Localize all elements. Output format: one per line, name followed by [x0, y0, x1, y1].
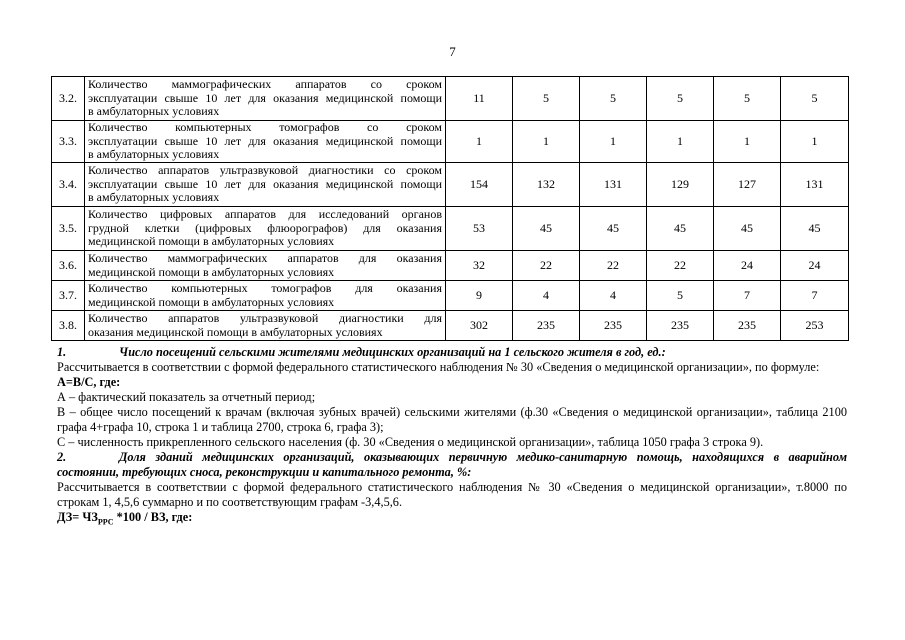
description-line: Количество компьютерных томографов со сроком — [88, 120, 442, 135]
value-cell: 53 — [446, 207, 513, 251]
value-cell: 1 — [446, 121, 513, 163]
description-line: медицинской помощи в амбулаторных условиях — [88, 234, 335, 249]
description-line: эксплуатации свыше 10 лет для оказания медицинской помощи — [88, 133, 442, 148]
row-description — [85, 251, 446, 281]
section-2-intro: Рассчитывается в соответствии с формой федерального статистического наблюдения № 30 «Сведения о медицинской организации», т.8000 по строкам 1, 4,5,6 суммарно и по соответствующим графам -3,4,5,6. — [57, 480, 847, 509]
value-cell: 5 — [714, 77, 781, 121]
row-description — [85, 163, 446, 207]
value-cell: 5 — [647, 77, 714, 121]
definition-b: В – общее число посещений к врачам (включая зубных врачей) сельскими жителями (ф.30 «Сведения о медицинской организации», таблица 2100 графа 4+графа 10, строка 1 и таблица 2700, строка 6, графа 3); — [57, 405, 847, 434]
row-number: 3.3. — [52, 121, 85, 163]
explanatory-text — [57, 345, 847, 529]
row-description — [85, 311, 446, 341]
section-1-title-text: Число посещений сельскими жителями медицинских организаций на 1 сельского жителя в год, ед.: — [119, 345, 666, 359]
description-line: оказания медицинской помощи в амбулаторных условиях — [88, 324, 383, 339]
value-cell: 22 — [513, 251, 580, 281]
description-line: в амбулаторных условиях — [88, 104, 220, 119]
value-cell: 235 — [580, 311, 647, 341]
value-cell: 131 — [781, 163, 849, 207]
value-cell: 235 — [714, 311, 781, 341]
section-1-number: 1. — [57, 345, 67, 359]
value-cell: 1 — [647, 121, 714, 163]
description-line: медицинской помощи в амбулаторных условиях — [88, 294, 335, 309]
description-line: в амбулаторных условиях — [88, 147, 220, 162]
value-cell: 4 — [580, 281, 647, 311]
formula-rest: *100 / ВЗ, где: — [113, 510, 193, 524]
description-line: грудной клетки (цифровых флюорографов) для оказания — [88, 220, 442, 235]
value-cell: 45 — [580, 207, 647, 251]
page-number: 7 — [449, 44, 456, 59]
section-2-formula — [57, 510, 847, 529]
description-line: Количество цифровых аппаратов для исследований органов — [88, 207, 442, 222]
value-cell: 127 — [714, 163, 781, 207]
table-row — [52, 121, 849, 163]
value-cell: 45 — [781, 207, 849, 251]
value-cell: 132 — [513, 163, 580, 207]
description-line: Количество маммографических аппаратов для оказания — [88, 251, 442, 265]
row-description — [85, 77, 446, 121]
row-description — [85, 121, 446, 163]
value-cell: 24 — [714, 251, 781, 281]
row-number: 3.2. — [52, 77, 85, 121]
value-cell: 22 — [647, 251, 714, 281]
row-number: 3.7. — [52, 281, 85, 311]
row-description — [85, 281, 446, 311]
value-cell: 11 — [446, 77, 513, 121]
row-description — [85, 207, 446, 251]
table-row — [52, 207, 849, 251]
value-cell: 129 — [647, 163, 714, 207]
value-cell: 253 — [781, 311, 849, 341]
section-2-number: 2. — [57, 450, 67, 464]
value-cell: 45 — [513, 207, 580, 251]
description-line: эксплуатации свыше 10 лет для оказания медицинской помощи — [88, 176, 442, 191]
value-cell: 154 — [446, 163, 513, 207]
value-cell: 45 — [647, 207, 714, 251]
value-cell: 7 — [781, 281, 849, 311]
value-cell: 1 — [714, 121, 781, 163]
value-cell: 235 — [513, 311, 580, 341]
row-number: 3.8. — [52, 311, 85, 341]
formula-main: ДЗ= ЧЗ — [57, 510, 98, 524]
value-cell: 1 — [513, 121, 580, 163]
section-1-formula: А=В/С, где: — [57, 375, 121, 389]
table-row — [52, 77, 849, 121]
row-number: 3.6. — [52, 251, 85, 281]
value-cell: 9 — [446, 281, 513, 311]
value-cell: 5 — [580, 77, 647, 121]
table-row — [52, 311, 849, 341]
value-cell: 131 — [580, 163, 647, 207]
table-row — [52, 281, 849, 311]
value-cell: 32 — [446, 251, 513, 281]
table-row — [52, 163, 849, 207]
section-2-title-text: Доля зданий медицинских организаций, оказывающих первичную медико-санитарную помощь, находящихся в аварийном состоянии, требующих сноса, реконструкции и капитального ремонта, %: — [57, 450, 847, 479]
row-number: 3.4. — [52, 163, 85, 207]
description-line: медицинской помощи в амбулаторных условиях — [88, 264, 335, 279]
description-line: Количество маммографических аппаратов со сроком — [88, 77, 442, 92]
value-cell: 5 — [513, 77, 580, 121]
description-line: Количество аппаратов ультразвуковой диагностики со сроком — [88, 163, 442, 178]
row-number: 3.5. — [52, 207, 85, 251]
value-cell: 7 — [714, 281, 781, 311]
section-2-title — [57, 450, 847, 480]
value-cell: 4 — [513, 281, 580, 311]
value-cell: 302 — [446, 311, 513, 341]
description-line: в амбулаторных условиях — [88, 190, 220, 205]
description-line: Количество компьютерных томографов для оказания — [88, 281, 442, 295]
definition-c: С – численность прикрепленного сельского населения (ф. 30 «Сведения о медицинской организации», таблица 1050 графа 3 строка 9). — [57, 435, 764, 449]
section-1-title — [57, 345, 847, 360]
description-line: Количество аппаратов ультразвуковой диагностики для — [88, 311, 442, 325]
value-cell: 24 — [781, 251, 849, 281]
value-cell: 1 — [580, 121, 647, 163]
formula-subscript: РРС — [97, 517, 114, 527]
indicators-table — [51, 76, 849, 341]
value-cell: 45 — [714, 207, 781, 251]
table-row — [52, 251, 849, 281]
definition-a: А – фактический показатель за отчетный период; — [57, 390, 316, 404]
value-cell: 1 — [781, 121, 849, 163]
value-cell: 5 — [647, 281, 714, 311]
section-1-intro: Рассчитывается в соответствии с формой федерального статистического наблюдения № 30 «Сведения о медицинской организации», по формуле: — [57, 360, 820, 374]
value-cell: 235 — [647, 311, 714, 341]
description-line: эксплуатации свыше 10 лет для оказания медицинской помощи — [88, 90, 442, 105]
value-cell: 22 — [580, 251, 647, 281]
value-cell: 5 — [781, 77, 849, 121]
